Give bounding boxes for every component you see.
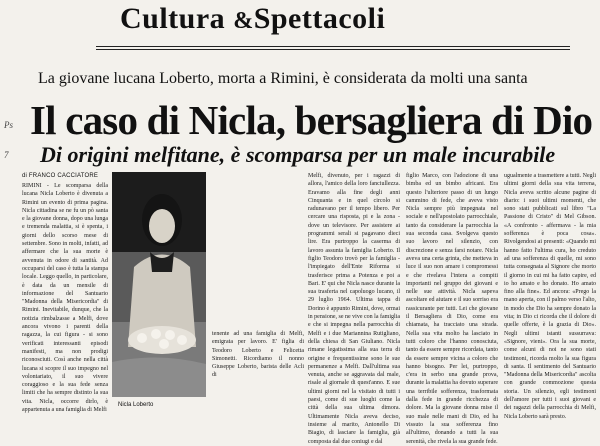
byline: di FRANCO CACCIATORE: [22, 173, 99, 179]
subheadline: Di origini melfitane, è scomparsa per un male incurabile: [40, 142, 556, 167]
portrait-photo: [112, 172, 206, 397]
section-rule-bottom: [96, 49, 570, 50]
section-title-main: Cultura: [120, 2, 234, 35]
article-column-5: [504, 172, 596, 420]
kicker: La giovane lucana Loberto, morta a Rimini, è considerata da molti una santa: [38, 70, 528, 87]
section-title-rest: Spettacoli: [253, 2, 386, 35]
column-3-text: Melfi, divenuto, per i ragazzi di allora, l'amico della loro fanciullezza. Eravamo alla fine degli anni Cinquanta e in quel circolo si radunavano per il tempo libero. Per cercare una risposta, pi e la zona - dove un televisore. Per assistere ai programmi serali si pagavano dieci lire. Era purtroppo la caserma di lavoro assunta la famiglia Loberto. Il figlio Teodoro trovò per la famiglia - l'impiegato dell'Ente Riforma si trasferisce prima a Potenza e poi a Bari. E' qui che Nicla nasce durante la sua trasferta nel capoluogo lucano, il 29 luglio 1964. Ultima tappa di Dorino è appunto Rimini, dove, ormai in pensione, se ne vive con la famiglia e che si impegna nella parrocchia di Melfi e i due Mariannina Rutigliano, della chiesa di San Giuliano. Nicla rimane legatissima alla sua terra di origine e frequentissime sono le sue permanenze a Melfi. Dall'ultima sua venuta, anche se aggravata dal male, risale al giornale di quest'anno. E sue ultimi giorni nel la visitato di tutti i paesi, come di sue luoghi come la città della sua ultima dimora. Ultimamente Nicla aveva deciso, insieme al marito, Antonello Di Biagio, di lasciare la famiglia, già composta dal due coniugi e dal: [308, 173, 400, 445]
column-2-text: tenente ad una famiglia di Melfi, emigrata per lavoro. E' figlia di Teodoro Loberto e Felicetta Simonetti. Ricordiamo il nonno Giuseppe Loberto, barista delle Acli di: [212, 331, 304, 379]
section-rule-top: [96, 46, 570, 47]
margin-mark-2: 7: [4, 150, 9, 160]
section-title-amp: &: [233, 8, 254, 34]
column-1-text: RIMINI - Le scomparsa della lucana Nicla Loberto è divenuta a Rimini un evento di prima pagina. Nicla cittadina se ne fu un pò santa e la giovane donna, dopo una lunga e tremenda malattia, si è spenta, i giorni dello scorso mese di settembre. Sono in molti, infatti, ad affermare che la sua morte è avvenuta in odore di santità. Ad occuparsi del caso è tutta la stampa locale. Leggo quello, in particolare, è data da un mensile di informazione del Santuario "Madonna della Misericordia" di Rimini. Inevitabile, dunque, che la notizia rimbalzasse a Melfi, dove ancora vivono i parenti della ragazza, la cui figura - si sono verificati interessanti episodi manifesti, ma non prodigi riconosciuti. Così anche nella città lucana si scopre il suo impegno nel volontariato, il suo vivere coraggioso e la sua fede senza limiti che ha sempre distinto la sua vita. Nicla, occorre dirlo, è appartenuta a una famiglia di Melfi: [22, 183, 108, 414]
column-5-text: ugualmente a trasmettere a tutti. Negli ultimi giorni della sua vita terrena, Nicla aveva scritto alcune pagine di diario: i suoi ultimi momenti, che sono stati pubblicati sul libro "La Passione di Cristo" di Mel Gibson. «A confronto - affermava - la mia sofferenza è poca cosa». Rivolgendosi ai presenti: «Quando mi hanno fatto l'ultima cura, ho creduto ad una sofferenza di quelle, mi sono tutta consegnata al Signore che morto il giorno in cui mi ha fatto capire, ed io ho amato e ho donato. Ho amato fino alla fine». Ed ancora: «Prego la mano aperta, con il palmo verso l'alto, in modo che Dio ha sempre donato la vita; in Dio ci ricorda che il dolore di quelle offerte, è la grazia di Dio». Negli ultimi istanti sussurrava: «Signore, vieni». Ora la sua morte, come alcuni di noi ne sono stati testimoni, ricorda molto la sua figura di santa. Il sentimento del Santuario "Madonna della Misericordia" ascolta con grande commozione questa storia. Un silenzio, egli testimoni dell'amore per tutti i suoi giovani e dei ragazzi della parrocchia di Melfi, Nicla Loberto sarà presto.: [504, 173, 596, 420]
margin-mark-1: Ps: [4, 120, 13, 130]
headline: Il caso di Nicla, bersagliera di Dio: [30, 97, 593, 143]
portrait-image: [112, 172, 206, 397]
article-column-3: [308, 172, 400, 445]
article-column-4: [406, 172, 498, 445]
section-title: [120, 2, 385, 36]
article-column-1: [22, 182, 108, 412]
article-column-2: [212, 330, 304, 414]
photo-caption: Nicla Loberto: [118, 402, 154, 408]
column-4-text: figlio Marco, con l'adozione di una bimba ed un bimbo africani. Era questo l'ulteriore passo di un lungo cammino di fede, che aveva visto Nicla sempre più impegnata nel sociale e nell'apostolato parrocchiale, tanto da considerare la parrocchia la sua seconda casa. Svolgeva questo suo lavoro nel silenzio, con discrezione e senza farsi notare. Nicla aveva una certa grinta, che metteva in luce il suo non amare i compromessi e che rivelava l'intera a compiti importanti nel gruppo dei giovani e nelle sue attività. Nicla sapeva ascoltare ed aiutare e il suo sorriso era rassicurante per tutti. Lei che giovane il Bersagliera di Dio, come era chiamata, ha tracciato una strada. Nella sua vita molto ha lasciato in tutti coloro che l'hanno conosciuta, tanto da essere sempre ricordata, tanto da essere sempre vicina a coloro che hanno bisogno. Per lei, purtroppo, c'era in serbo una grande prova, durante la malattia ha dovuto superare una terribile sofferenza, trasformata dalla fede in grande ricchezza di dolore. Ma la giovane donna mise il suo male nelle mani di Dio, ed ha vissuto la sua sofferenza fino all'ultimo, donando a tutti la sua serenità, che rivela la sua grande fede.: [406, 173, 498, 445]
